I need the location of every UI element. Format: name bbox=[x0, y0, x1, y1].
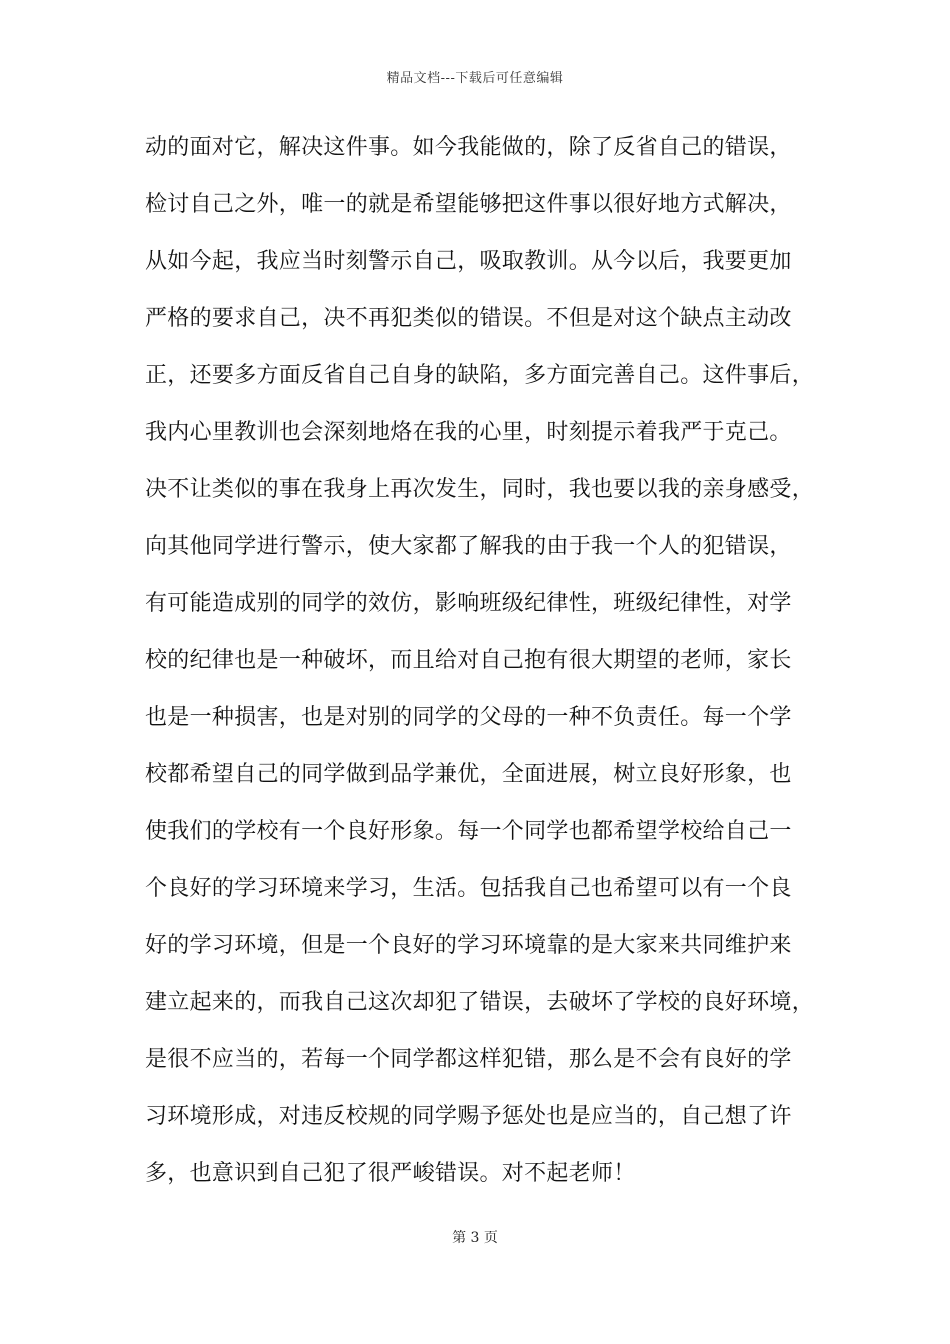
text-line: 严格的要求自己，决不再犯类似的错误。不但是对这个缺点主动改 bbox=[145, 306, 792, 331]
text-line: 也是一种损害，也是对别的同学的父母的一种不负责任。每一个学 bbox=[145, 705, 792, 730]
text-line: 习环境形成，对违反校规的同学赐予惩处也是应当的，自己想了许 bbox=[145, 1104, 792, 1129]
text-line: 从如今起，我应当时刻警示自己，吸取教训。从今以后，我要更加 bbox=[145, 249, 792, 274]
text-line: 校都希望自己的同学做到品学兼优，全面进展，树立良好形象，也 bbox=[145, 762, 792, 787]
page-number: 第 3 页 bbox=[452, 1230, 498, 1246]
text-line: 动的面对它，解决这件事。如今我能做的，除了反省自己的错误， bbox=[145, 135, 792, 160]
text-line: 我内心里教训也会深刻地烙在我的心里，时刻提示着我严于克己。 bbox=[145, 420, 792, 445]
text-line: 校的纪律也是一种破坏，而且给对自己抱有很大期望的老师，家长 bbox=[145, 648, 792, 673]
text-line: 有可能造成别的同学的效仿，影响班级纪律性，班级纪律性，对学 bbox=[145, 591, 792, 616]
text-line: 决不让类似的事在我身上再次发生，同时，我也要以我的亲身感受， bbox=[145, 477, 815, 502]
text-line: 个良好的学习环境来学习，生活。包括我自己也希望可以有一个良 bbox=[145, 876, 792, 901]
text-line: 使我们的学校有一个良好形象。每一个同学也都希望学校给自己一 bbox=[145, 819, 792, 844]
text-line: 建立起来的，而我自己这次却犯了错误，去破坏了学校的良好环境， bbox=[145, 990, 815, 1015]
text-line: 多，也意识到自己犯了很严峻错误。对不起老师！ bbox=[145, 1161, 636, 1186]
body-paragraph bbox=[145, 124, 825, 1207]
page-header: 精品文档---下载后可任意编辑 bbox=[386, 71, 564, 86]
text-line: 正，还要多方面反省自己自身的缺陷，多方面完善自己。这件事后， bbox=[145, 363, 815, 388]
text-line: 是很不应当的，若每一个同学都这样犯错，那么是不会有良好的学 bbox=[145, 1047, 792, 1072]
text-line: 检讨自己之外，唯一的就是希望能够把这件事以很好地方式解决， bbox=[145, 192, 792, 217]
text-line: 好的学习环境，但是一个良好的学习环境靠的是大家来共同维护来 bbox=[145, 933, 792, 958]
text-line: 向其他同学进行警示，使大家都了解我的由于我一个人的犯错误， bbox=[145, 534, 792, 559]
